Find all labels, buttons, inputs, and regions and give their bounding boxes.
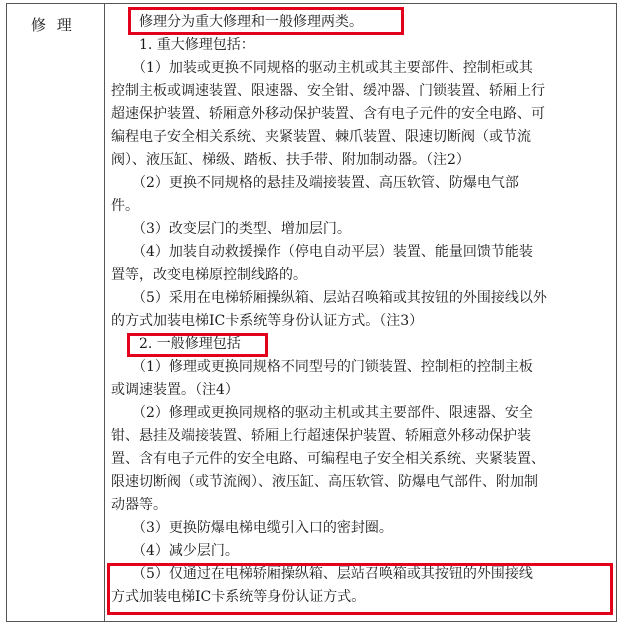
highlight-box-ic-card-clause xyxy=(107,563,613,615)
text-line: （3）更换防爆电梯电缆引入口的密封圈。 xyxy=(111,520,393,536)
text-line: 限速切断阀（或节流阀）、液压缸、高压软管、防爆电气部件、附加制 xyxy=(111,474,538,490)
text-line: 件。 xyxy=(111,198,139,214)
category-label: 修 理 xyxy=(31,16,75,34)
text-line: （2）更换不同规格的悬挂及端接装置、高压软管、防爆电气部 xyxy=(111,175,519,191)
text-line: 修理分为重大修理和一般修理两类。 xyxy=(111,14,363,30)
text-line: 置等，改变电梯原控制线路的。 xyxy=(111,267,307,283)
text-line: 2. 一般修理包括 xyxy=(111,336,241,352)
column-divider xyxy=(104,4,105,621)
text-line: （3）改变层门的类型、增加层门。 xyxy=(111,221,351,237)
text-line: 1. 重大修理包括： xyxy=(111,37,255,53)
text-line: （1）加装或更换不同规格的驱动主机或其主要部件、控制柜或其 xyxy=(111,60,533,76)
document-table xyxy=(6,3,617,622)
text-line: 控制主板或调速装置、限速器、安全钳、缓冲器、门锁装置、轿厢上行 xyxy=(111,83,545,99)
text-line: （1）修理或更换同规格不同型号的门锁装置、控制柜的控制主板 xyxy=(111,359,533,375)
text-line: （2）修理或更换同规格的驱动主机或其主要部件、限速器、安全 xyxy=(111,405,533,421)
text-line: 的方式加装电梯IC卡系统等身份认证方式。（注3） xyxy=(111,313,424,329)
text-line: 钳、悬挂及端接装置、轿厢上行超速保护装置、轿厢意外移动保护装 xyxy=(111,428,531,444)
text-line: 动器等。 xyxy=(111,497,167,513)
text-line: 阀）、液压缸、梯级、踏板、扶手带、附加制动器。（注2） xyxy=(111,152,470,168)
text-line: （4）加装自动救援操作（停电自动平层）装置、能量回馈节能装 xyxy=(111,244,533,260)
text-line: 或调速装置。（注4） xyxy=(111,382,239,398)
highlight-box-repair-types xyxy=(128,7,404,35)
content-cell xyxy=(111,11,617,609)
text-line: （5）采用在电梯轿厢操纵箱、层站召唤箱或其按钮的外围接线以外 xyxy=(111,290,547,306)
text-line: 编程电子安全相关系统、夹紧装置、棘爪装置、限速切断阀（或节流 xyxy=(111,129,531,145)
text-line: （4）减少层门。 xyxy=(111,543,239,559)
text-line: （5）仅通过在电梯轿厢操纵箱、层站召唤箱或其按钮的外围接线 xyxy=(111,566,533,582)
text-line: 超速保护装置、轿厢意外移动保护装置、含有电子元件的安全电路、可 xyxy=(111,106,545,122)
highlight-box-general-repair xyxy=(127,333,268,357)
text-line: 置、含有电子元件的安全电路、可编程电子安全相关系统、夹紧装置、 xyxy=(111,451,545,467)
text-line: 方式加装电梯IC卡系统等身份认证方式。 xyxy=(111,589,366,605)
